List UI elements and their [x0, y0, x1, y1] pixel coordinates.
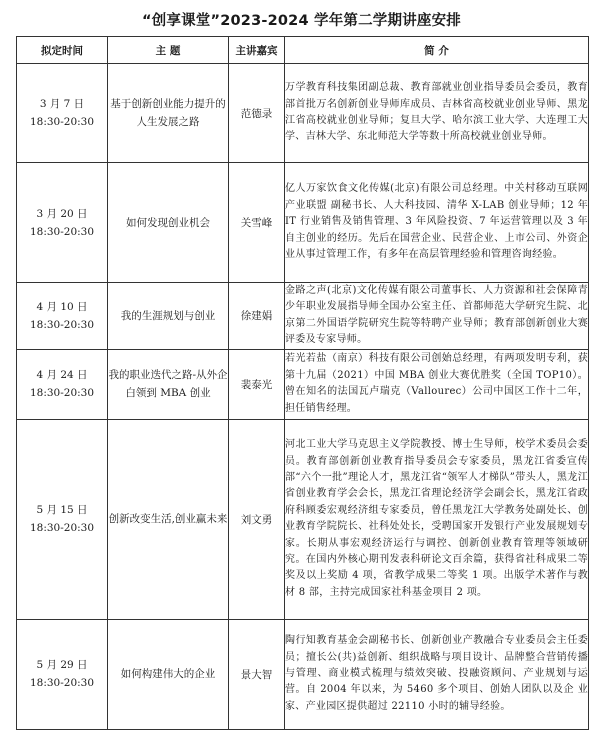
hours: 18:30-20:30: [29, 522, 95, 535]
topic: 如何发现创业机会: [108, 163, 229, 283]
topic: 创新改变生活,创业赢未来: [108, 419, 229, 619]
date: 5 月 29 日: [36, 659, 88, 672]
time-cell: [17, 283, 108, 350]
speaker: 裴泰光: [229, 349, 285, 419]
document-title: “创享课堂”2023-2024 学年第二学期讲座安排: [141, 13, 462, 29]
time-cell: [17, 419, 108, 619]
intro: 亿人万家饮食文化传媒(北京)有限公司总经理。中关村移动互联网产业联盟 副秘书长、人大科技园、清华 X-LAB 创业导师；12 年 IT 行业销售及销售管理、3 年风险投资、7 年运营管理以及 3 年自主创业的经历。先后在国营企业、民营企业、上市公司、外资企业从事过管理工作，有多年在高层管理经验和管理咨询经验。: [285, 163, 589, 283]
date: 3 月 20 日: [36, 207, 88, 220]
speaker: 刘文勇: [229, 419, 285, 619]
intro: 陶行知教育基金会副秘书长、创新创业产教融合专业委员会主任委员；擅长公(共)益创新、组织战略与项目设计、品牌整合营销传播与管理、商业模式梳理与绩效突破、投融资顾问、产业规划与运营。自 2004 年以来，为 5460 多个项目、创始人团队以及企 业家、产业园区提供超过 22110 小时的辅导经验。: [285, 619, 589, 729]
date: 4 月 10 日: [36, 300, 88, 313]
header-speaker: 主讲嘉宾: [229, 37, 285, 64]
table-row: [17, 619, 589, 729]
speaker: 景大智: [229, 619, 285, 729]
hours: 18:30-20:30: [29, 318, 95, 331]
speaker: 范德录: [229, 64, 285, 163]
hours: 18:30-20:30: [29, 116, 95, 128]
date: 4 月 24 日: [36, 369, 88, 382]
intro: 金路之声(北京)文化传媒有限公司董事长、人力资源和社会保障青少年职业发展指导师全国办公室主任、首都师范大学研究生院、北京第二外国语学院研究生院等特聘产业导师；教育部创新创业大赛评委及专家导师。: [285, 283, 589, 350]
intro: 若光若盐（南京）科技有限公司创始总经理，有两项发明专利，获第十九届（2021）中国 MBA 创业大赛优胜奖（全国 TOP10）。曾在知名的法国瓦卢瑞克（Vallourec）公司中国区工作十二年，担任销售经理。: [285, 349, 589, 419]
hours: 18:30-20:30: [29, 677, 95, 690]
date: 5 月 15 日: [36, 504, 88, 517]
header-topic: 主 题: [108, 37, 229, 64]
header-row: [17, 37, 589, 64]
hours: 18:30-20:30: [29, 225, 95, 238]
time-cell: [17, 163, 108, 283]
table-row: [17, 419, 589, 619]
header-time: 拟定时间: [17, 37, 108, 64]
table-row: [17, 163, 589, 283]
intro: 万学教育科技集团副总裁、教育部就业创业指导委员会委员，教育部首批万名创新创业导师库成员、吉林省高校就业创业导师、黑龙江省高校就业创业导师；复旦大学、哈尔滨工业大学、大连理工大学、吉林大学、东北师范大学等数十所高校就业创业导师。: [285, 64, 589, 163]
speaker: 徐建娟: [229, 283, 285, 350]
topic: 如何构建伟大的企业: [108, 619, 229, 729]
header-intro: 简 介: [285, 37, 589, 64]
topic: 基于创新创业能力提升的人生发展之路: [108, 64, 229, 163]
speaker: 关雪峰: [229, 163, 285, 283]
hours: 18:30-20:30: [29, 387, 95, 400]
time-cell: [17, 349, 108, 419]
table-row: [17, 283, 589, 350]
time-cell: [17, 619, 108, 729]
date: 3 月 7 日: [39, 98, 85, 110]
time-cell: [17, 64, 108, 163]
lecture-schedule-table: [16, 36, 589, 730]
topic: 我的生涯规划与创业: [108, 283, 229, 350]
topic: 我的职业迭代之路-从外企白领到 MBA 创业: [108, 349, 229, 419]
table-row: [17, 349, 589, 419]
intro: 河北工业大学马克思主义学院教授、博士生导师，校学术委员会委员。教育部创新创业教育指导委员会专家委员，黑龙江省委宣传部“六个一批”理论人才，黑龙江省“领军人才梯队”带头人，黑龙江省创业教育学会会长，黑龙江省理论经济学会副会长，黑龙江省政府科顾委宏观经济组专家委员，曾任黑龙江大学教务处副处长、创业教育学院院长、社科处处长，受聘国家开发银行产业发展规划专家。长期从事宏观经济运行与调控、创新创业教育管理等领域研究。在国内外核心期刊发表科研论文百余篇，获得省社科成果二等奖及以上奖励 4 项，省教学成果二等奖 1 项。出版学术著作与教材 8 部，主持完成国家社科基金项目 2 项。: [285, 419, 589, 619]
table-row: [17, 64, 589, 163]
